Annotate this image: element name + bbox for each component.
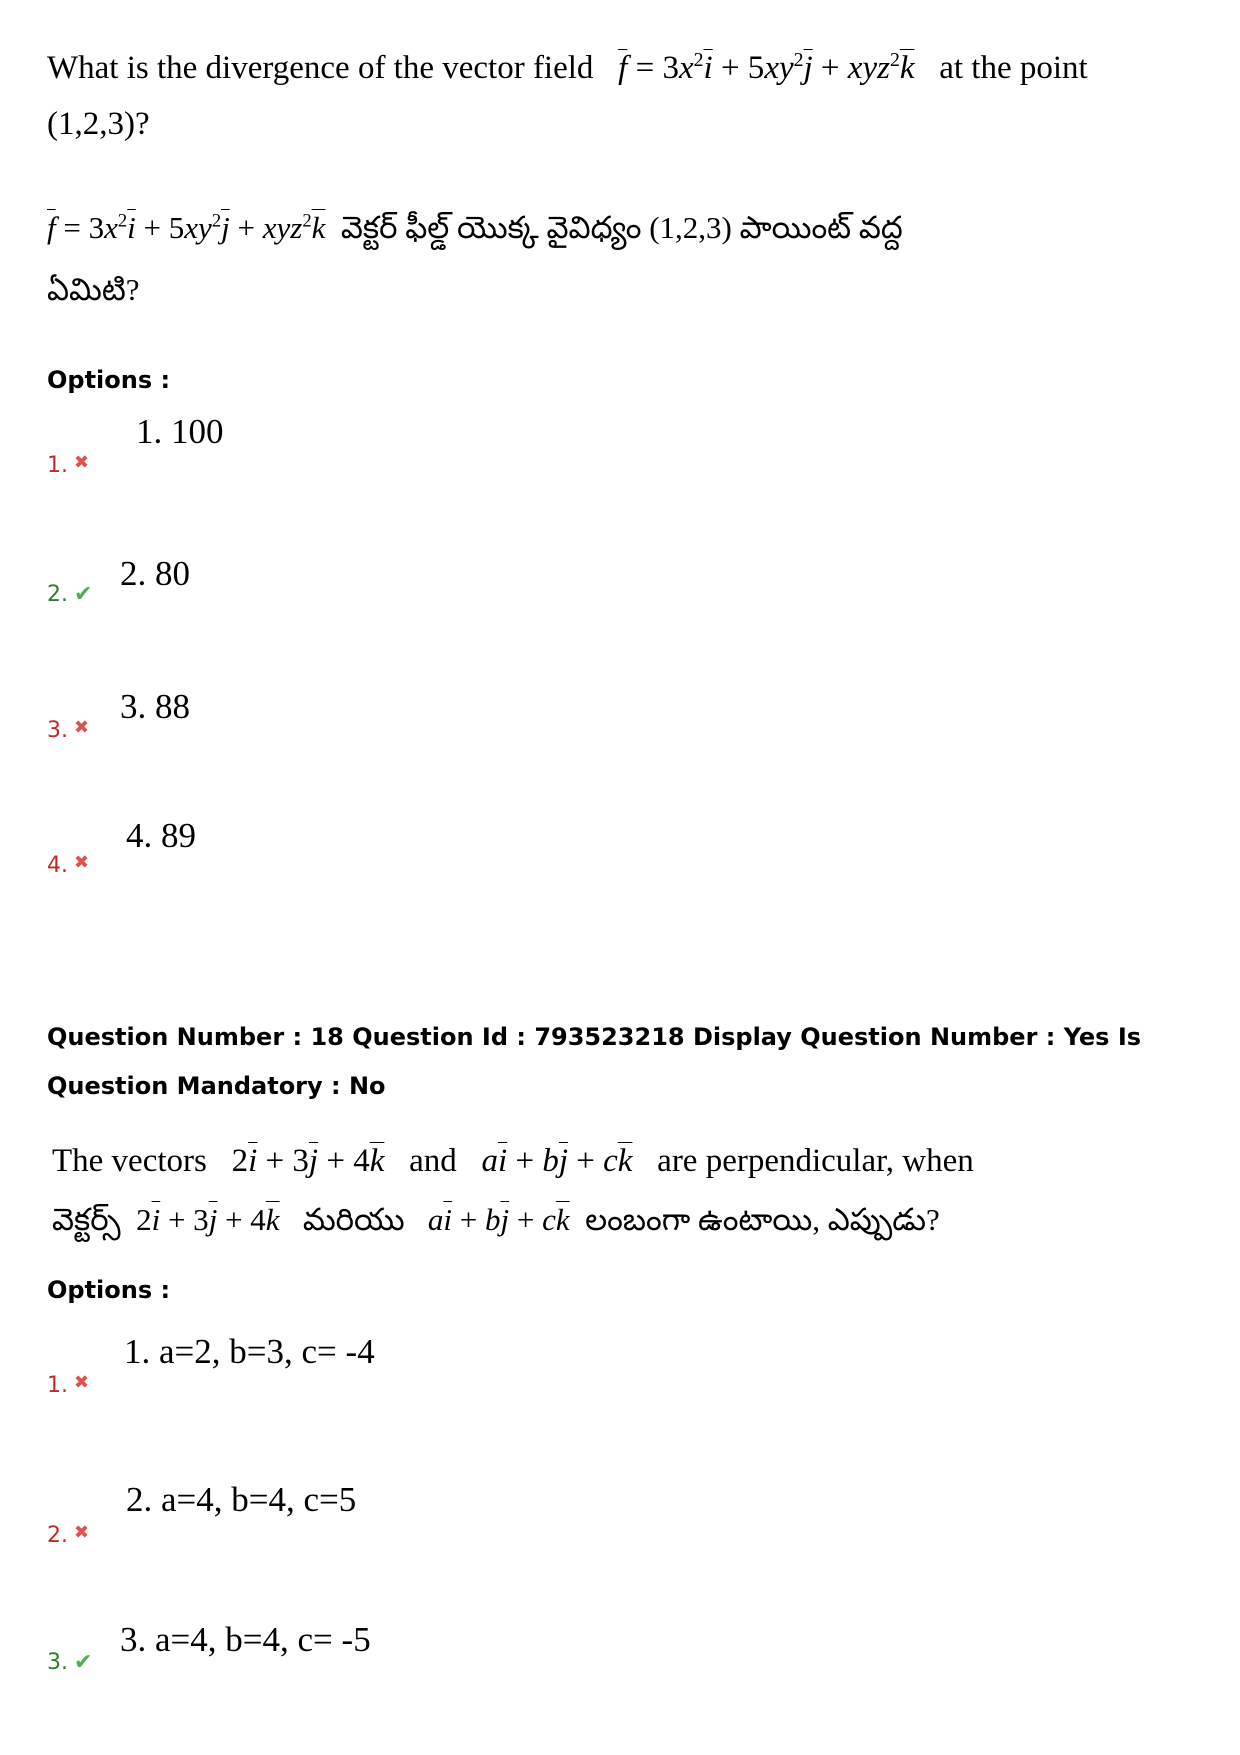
q17-question-telugu-line1 [47,212,903,243]
q17-option-2-marker: 2. ✔ [47,582,93,607]
cross-icon: ✖ [74,452,90,473]
q17-option-3-value: 3. 88 [120,687,190,726]
cross-icon: ✖ [74,1522,90,1543]
q18-question-english [52,1145,974,1178]
q17-question-english-line1 [47,49,1088,86]
q18-vector-b: $a\overline{i} + b\overline{j} + c\overline{k}$ [481,1143,633,1179]
q18-option-3-marker: 3. ✔ [47,1650,93,1675]
q18-telugu-pre: వెక్టర్స్ [52,1202,121,1237]
q18-vector-a: $2\overline{i} + 3\overline{j} + 4\overline{k}$ [231,1143,385,1179]
q17-option-1-marker: 1. ✖ [47,452,90,478]
q17-question-english-line2: (1,2,3)? [47,106,150,142]
q17-options-label: Options : [47,366,171,394]
check-icon: ✔ [74,582,93,607]
q18-option-1-marker: 1. ✖ [47,1372,90,1398]
q17-option-2-value: 2. 80 [120,554,190,593]
q18-options-label: Options : [47,1276,171,1304]
q17-question-telugu-line2: ఏమిటి? [47,272,140,307]
q17-option-4-marker: 4. ✖ [47,852,90,878]
q18-option-3-value: 3. a=4, b=4, c= -5 [120,1620,371,1659]
q18-option-2-value: 2. a=4, b=4, c=5 [126,1480,357,1519]
q18-text-post: are perpendicular, when [657,1143,974,1179]
cross-icon: ✖ [74,1372,90,1393]
q17-telugu-text: వెక్టర్ ఫీల్డ్ యొక్క వైవిధ్యం (1,2,3) పాయింట్ వద్ద [340,210,903,245]
q18-text-and: and [409,1143,457,1179]
q17-formula-telugu: $\overline{f} = 3x^2\overline{i} + 5xy^2\overline{j} + xyz^2\overline{k}$ [47,210,326,245]
check-icon: ✔ [74,1650,93,1675]
q18-meta: Question Number : 18 Question Id : 793523218 Display Question Number : Yes Is Question Mandatory : No [47,1023,1142,1100]
q17-formula: $\overline{f} = 3x^2\overline{i} + 5xy^2\overline{j} + xyz^2\overline{k}$ [618,49,915,86]
cross-icon: ✖ [74,717,90,738]
q18-text-pre: The vectors [52,1143,207,1179]
q18-question-telugu [52,1204,940,1235]
q18-vector-b-telugu: $a\overline{i} + b\overline{j} + c\overline{k}$ [427,1202,570,1237]
q17-text-pre: What is the divergence of the vector field [47,50,594,86]
q17-option-4-value: 4. 89 [126,816,196,855]
cross-icon: ✖ [74,852,90,873]
q17-option-1-value: 1. 100 [136,412,224,451]
q18-telugu-mid: మరియు [302,1202,405,1237]
q17-option-3-marker: 3. ✖ [47,717,90,743]
q18-vector-a-telugu: $2\overline{i} + 3\overline{j} + 4\overline{k}$ [136,1202,280,1237]
q17-text-post: at the point [939,50,1088,86]
q18-option-2-marker: 2. ✖ [47,1522,90,1548]
q18-option-1-value: 1. a=2, b=3, c= -4 [124,1332,375,1371]
q18-telugu-post: లంబంగా ఉంటాయి, ఎప్పుడు? [585,1202,940,1237]
